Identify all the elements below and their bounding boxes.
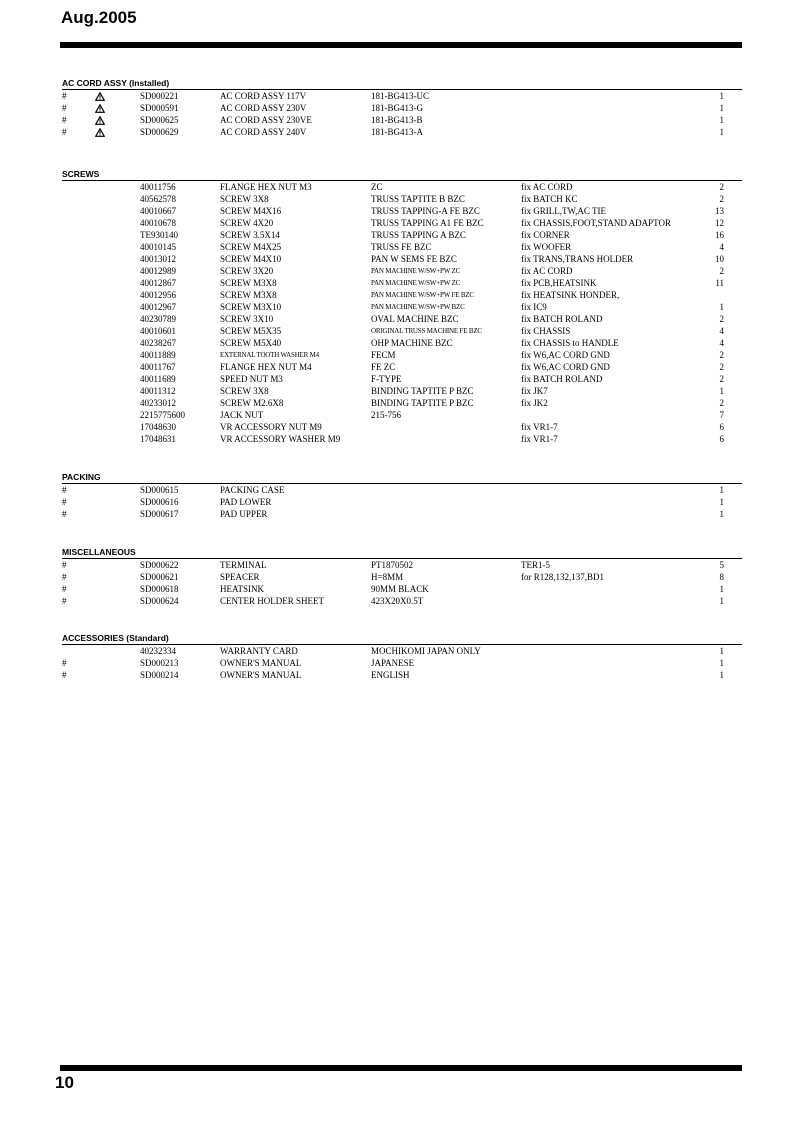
change-mark: #: [62, 572, 67, 582]
header-rule: [60, 42, 742, 48]
part-number: 17048631: [140, 434, 176, 444]
part-description: SCREW 3.5X14: [220, 230, 280, 240]
part-description: SCREW 3X8: [220, 386, 269, 396]
table-row: [62, 114, 742, 126]
change-mark: #: [62, 670, 67, 680]
page-number: 10: [55, 1073, 74, 1092]
table-row: [62, 583, 742, 595]
section-title: ACCESSORIES (Standard): [62, 633, 169, 643]
part-quantity: 2: [719, 266, 724, 276]
part-quantity: 1: [719, 658, 724, 668]
part-quantity: 1: [719, 497, 724, 507]
part-quantity: 2: [719, 182, 724, 192]
section-accessories: [62, 633, 742, 681]
part-number: 40012956: [140, 290, 176, 300]
part-note: fix AC CORD: [521, 182, 573, 192]
part-number: 40011689: [140, 374, 176, 384]
part-spec: PT1870502: [371, 560, 414, 570]
part-note: fix VR1-7: [521, 434, 558, 444]
part-description: TERMINAL: [220, 560, 267, 570]
part-number: 40010678: [140, 218, 176, 228]
part-note: TER1-5: [521, 560, 550, 570]
change-mark: #: [62, 497, 67, 507]
table-row: [62, 205, 742, 217]
rows: [62, 484, 742, 520]
part-description: SCREW M3X10: [220, 302, 282, 312]
table-row: [62, 241, 742, 253]
table-row: [62, 571, 742, 583]
table-row: [62, 289, 742, 301]
part-note: fix IC9: [521, 302, 547, 312]
part-quantity: 1: [719, 596, 724, 606]
part-description: AC CORD ASSY 230V: [220, 103, 307, 113]
table-row: [62, 313, 742, 325]
part-number: 2215775600: [140, 410, 185, 420]
table-row: [62, 301, 742, 313]
part-description: PAD UPPER: [220, 509, 268, 519]
table-row: [62, 325, 742, 337]
part-quantity: 1: [719, 646, 724, 656]
safety-warning-icon: [95, 102, 105, 114]
part-note: fix JK2: [521, 398, 548, 408]
part-description: FLANGE HEX NUT M4: [220, 362, 312, 372]
part-quantity: 16: [715, 230, 724, 240]
rows: [62, 181, 742, 445]
part-spec: 90MM BLACK: [371, 584, 429, 594]
part-spec: ENGLISH: [371, 670, 410, 680]
part-description: AC CORD ASSY 240V: [220, 127, 307, 137]
part-note: fix CORNER: [521, 230, 570, 240]
part-quantity: 11: [715, 278, 724, 288]
part-number: SD000622: [140, 560, 179, 570]
change-mark: #: [62, 596, 67, 606]
part-quantity: 2: [719, 374, 724, 384]
part-description: SCREW M4X25: [220, 242, 282, 252]
table-row: [62, 181, 742, 193]
part-spec: PAN MACHINE W/SW+PW ZC: [371, 279, 461, 287]
part-number: 17048630: [140, 422, 176, 432]
part-quantity: 2: [719, 362, 724, 372]
part-number: SD000221: [140, 91, 179, 101]
table-row: [62, 265, 742, 277]
part-spec: 215-756: [371, 410, 401, 420]
part-quantity: 2: [719, 194, 724, 204]
section-screws: [62, 169, 742, 445]
part-description: SCREW 3X10: [220, 314, 274, 324]
part-quantity: 1: [719, 386, 724, 396]
part-description: HEATSINK: [220, 584, 264, 594]
part-spec: OVAL MACHINE BZC: [371, 314, 459, 324]
part-quantity: 4: [719, 338, 724, 348]
part-note: fix BATCH ROLAND: [521, 374, 603, 384]
part-description: OWNER'S MANUAL: [220, 670, 302, 680]
table-row: [62, 90, 742, 102]
part-description: JACK NUT: [220, 410, 264, 420]
part-quantity: 1: [719, 302, 724, 312]
change-mark: #: [62, 485, 67, 495]
part-note: fix BATCH ROLAND: [521, 314, 603, 324]
part-number: SD000625: [140, 115, 179, 125]
part-spec: 181-BG413-A: [371, 127, 423, 137]
part-description: VR ACCESSORY WASHER M9: [220, 434, 341, 444]
part-quantity: 7: [719, 410, 724, 420]
part-note: fix HEATSINK HONDER,: [521, 290, 620, 300]
part-note: fix CHASSIS to HANDLE: [521, 338, 619, 348]
part-description: SCREW M5X35: [220, 326, 282, 336]
part-spec: 181-BG413-G: [371, 103, 423, 113]
part-note: fix W6,AC CORD GND: [521, 362, 610, 372]
part-description: SCREW M4X10: [220, 254, 282, 264]
table-row: [62, 229, 742, 241]
part-number: SD000591: [140, 103, 179, 113]
part-spec: TRUSS TAPTITE B BZC: [371, 194, 465, 204]
table-row: [62, 217, 742, 229]
rows: [62, 645, 742, 681]
part-spec: TRUSS TAPPING A BZC: [371, 230, 466, 240]
part-quantity: 4: [719, 326, 724, 336]
part-spec: TRUSS TAPPING A1 FE BZC: [371, 218, 484, 228]
part-number: SD000629: [140, 127, 179, 137]
section-title: MISCELLANEOUS: [62, 547, 136, 557]
part-description: OWNER'S MANUAL: [220, 658, 302, 668]
part-number: 40013012: [140, 254, 176, 264]
section-title: SCREWS: [62, 169, 100, 179]
change-mark: #: [62, 91, 67, 101]
part-description: SCREW 4X20: [220, 218, 274, 228]
part-number: SD000214: [140, 670, 179, 680]
part-description: FLANGE HEX NUT M3: [220, 182, 312, 192]
part-description: SCREW M3X8: [220, 278, 277, 288]
safety-warning-icon: [95, 126, 105, 138]
table-row: [62, 484, 742, 496]
section-title: PACKING: [62, 472, 101, 482]
part-quantity: 2: [719, 398, 724, 408]
part-number: 40012989: [140, 266, 176, 276]
part-quantity: 1: [719, 509, 724, 519]
part-description: PACKING CASE: [220, 485, 285, 495]
part-description: SPEED NUT M3: [220, 374, 283, 384]
part-quantity: 2: [719, 350, 724, 360]
part-quantity: 12: [715, 218, 724, 228]
part-quantity: 1: [719, 670, 724, 680]
part-number: 40012867: [140, 278, 176, 288]
part-spec: FECM: [371, 350, 396, 360]
part-description: AC CORD ASSY 117V: [220, 91, 307, 101]
table-row: [62, 645, 742, 657]
part-quantity: 8: [719, 572, 724, 582]
part-number: SD000618: [140, 584, 179, 594]
part-note: fix BATCH KC: [521, 194, 578, 204]
part-description: SCREW 3X8: [220, 194, 269, 204]
part-quantity: 1: [719, 584, 724, 594]
footer-rule: [60, 1065, 742, 1071]
change-mark: #: [62, 509, 67, 519]
part-note: fix TRANS,TRANS HOLDER: [521, 254, 634, 264]
table-row: [62, 349, 742, 361]
part-quantity: 1: [719, 91, 724, 101]
table-row: [62, 496, 742, 508]
part-number: 40562578: [140, 194, 176, 204]
section-title: AC CORD ASSY (Installed): [62, 78, 170, 88]
part-number: 40010667: [140, 206, 176, 216]
part-number: 40232334: [140, 646, 176, 656]
part-description: PAD LOWER: [220, 497, 272, 507]
change-mark: #: [62, 658, 67, 668]
part-spec: PAN MACHINE W/SW+PW FE BZC: [371, 291, 474, 299]
part-description: SCREW M5X40: [220, 338, 282, 348]
part-quantity: 6: [719, 434, 724, 444]
part-spec: BINDING TAPTITE P BZC: [371, 398, 474, 408]
change-mark: #: [62, 584, 67, 594]
part-quantity: 1: [719, 115, 724, 125]
section-packing: [62, 472, 742, 520]
table-row: [62, 559, 742, 571]
part-description: SCREW M3X8: [220, 290, 277, 300]
part-note: fix GRILL,TW,AC TIE: [521, 206, 606, 216]
part-number: SD000617: [140, 509, 179, 519]
part-description: SPEACER: [220, 572, 260, 582]
part-note: fix JK7: [521, 386, 548, 396]
change-mark: #: [62, 115, 67, 125]
table-row: [62, 102, 742, 114]
part-number: SD000621: [140, 572, 179, 582]
change-mark: #: [62, 560, 67, 570]
table-row: [62, 361, 742, 373]
table-row: [62, 385, 742, 397]
part-note: fix AC CORD: [521, 266, 573, 276]
part-spec: PAN MACHINE W/SW+PW ZC: [371, 267, 461, 275]
part-number: 40011767: [140, 362, 176, 372]
table-row: [62, 193, 742, 205]
part-spec: JAPANESE: [371, 658, 415, 668]
part-quantity: 4: [719, 242, 724, 252]
part-description: WARRANTY CARD: [220, 646, 298, 656]
part-note: fix WOOFER: [521, 242, 572, 252]
part-number: 40010601: [140, 326, 176, 336]
table-row: [62, 433, 742, 445]
part-spec: 181-BG413-UC: [371, 91, 429, 101]
part-spec: PAN MACHINE W/SW+PW BZC: [371, 303, 465, 311]
part-spec: MOCHIKOMI JAPAN ONLY: [371, 646, 481, 656]
table-row: [62, 409, 742, 421]
part-spec: 181-BG413-B: [371, 115, 423, 125]
part-spec: OHP MACHINE BZC: [371, 338, 453, 348]
part-spec: H=8MM: [371, 572, 404, 582]
part-number: 40011312: [140, 386, 176, 396]
table-row: [62, 277, 742, 289]
part-spec: ZC: [371, 182, 383, 192]
table-row: [62, 337, 742, 349]
part-number: 40012967: [140, 302, 176, 312]
part-number: SD000213: [140, 658, 179, 668]
part-description: SCREW M4X16: [220, 206, 282, 216]
part-spec: BINDING TAPTITE P BZC: [371, 386, 474, 396]
rows: [62, 90, 742, 138]
part-number: 40010145: [140, 242, 176, 252]
section-ac-cord: [62, 78, 742, 138]
part-spec: 423X20X0.5T: [371, 596, 424, 606]
part-description: CENTER HOLDER SHEET: [220, 596, 324, 606]
part-spec: FE ZC: [371, 362, 396, 372]
part-quantity: 1: [719, 103, 724, 113]
part-description: SCREW 3X20: [220, 266, 274, 276]
part-quantity: 1: [719, 127, 724, 137]
part-quantity: 10: [715, 254, 724, 264]
part-description: EXTERNAL TOOTH WASHER M4: [220, 351, 319, 359]
part-number: 40238267: [140, 338, 176, 348]
part-spec: PAN W SEMS FE BZC: [371, 254, 457, 264]
header-date: Aug.2005: [61, 8, 137, 27]
safety-warning-icon: [95, 90, 105, 102]
part-number: SD000616: [140, 497, 179, 507]
part-quantity: 6: [719, 422, 724, 432]
part-spec: TRUSS FE BZC: [371, 242, 432, 252]
table-row: [62, 253, 742, 265]
part-quantity: 5: [719, 560, 724, 570]
part-note: fix VR1-7: [521, 422, 558, 432]
part-note: fix W6,AC CORD GND: [521, 350, 610, 360]
table-row: [62, 126, 742, 138]
part-number: SD000615: [140, 485, 179, 495]
rows: [62, 559, 742, 607]
change-mark: #: [62, 103, 67, 113]
part-quantity: 2: [719, 314, 724, 324]
part-spec: ORIGINAL TRUSS MACHINE FE BZC: [371, 327, 482, 335]
part-spec: TRUSS TAPPING-A FE BZC: [371, 206, 480, 216]
part-number: 40233012: [140, 398, 176, 408]
change-mark: #: [62, 127, 67, 137]
table-row: [62, 657, 742, 669]
table-row: [62, 421, 742, 433]
part-number: 40011756: [140, 182, 176, 192]
part-description: AC CORD ASSY 230VE: [220, 115, 312, 125]
part-spec: F-TYPE: [371, 374, 402, 384]
table-row: [62, 669, 742, 681]
part-note: fix PCB,HEATSINK: [521, 278, 597, 288]
part-quantity: 13: [715, 206, 724, 216]
table-row: [62, 595, 742, 607]
table-row: [62, 397, 742, 409]
part-note: for R128,132,137,BD1: [521, 572, 604, 582]
part-quantity: 1: [719, 485, 724, 495]
part-description: SCREW M2.6X8: [220, 398, 284, 408]
part-description: VR ACCESSORY NUT M9: [220, 422, 322, 432]
table-row: [62, 373, 742, 385]
part-number: 40230789: [140, 314, 176, 324]
part-number: 40011889: [140, 350, 176, 360]
part-number: SD000624: [140, 596, 179, 606]
part-note: fix CHASSIS: [521, 326, 571, 336]
part-number: TE930140: [140, 230, 178, 240]
section-miscellaneous: [62, 547, 742, 607]
table-row: [62, 508, 742, 520]
safety-warning-icon: [95, 114, 105, 126]
part-note: fix CHASSIS,FOOT,STAND ADAPTOR: [521, 218, 671, 228]
